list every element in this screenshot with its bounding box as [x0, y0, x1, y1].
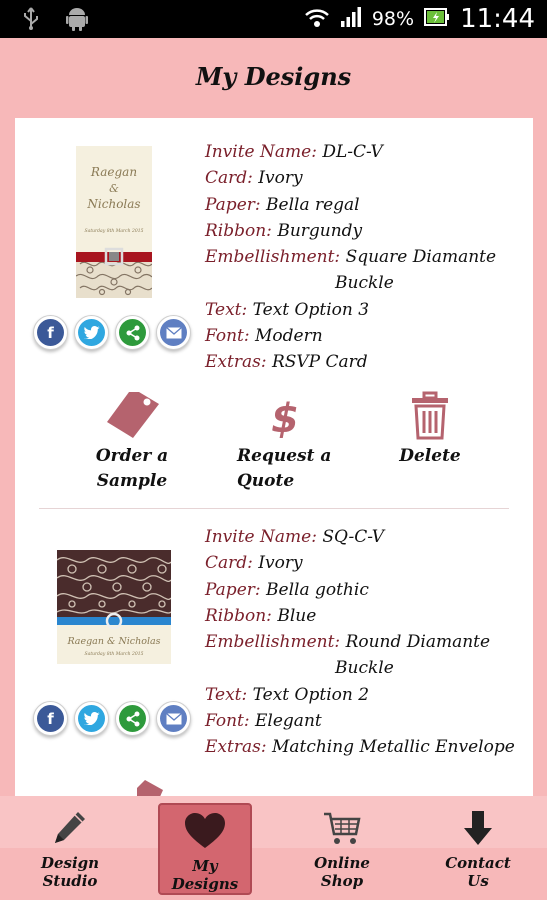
facebook-icon: f: [37, 705, 64, 732]
detail-paper: Paper: Bella regal: [205, 194, 360, 215]
nav-design-studio[interactable]: Design Studio: [24, 802, 116, 894]
detail-ribbon: Ribbon: Burgundy: [205, 220, 363, 241]
clock: 11:44: [460, 4, 535, 34]
invitation-thumbnail[interactable]: [76, 146, 152, 298]
detail-extras: Extras: RSVP Card: [205, 352, 368, 373]
svg-text:$: $: [271, 396, 299, 440]
facebook-share-button[interactable]: [33, 701, 68, 736]
app-header: [0, 38, 547, 118]
nav-contact-us[interactable]: Contact Us: [432, 802, 524, 894]
status-bar: [0, 0, 547, 38]
signal-icon: [340, 6, 362, 32]
thumb-date: Saturday 8th March 2015: [84, 229, 144, 234]
design-actions: [15, 390, 533, 500]
pencil-icon: [50, 808, 90, 848]
detail-embellishment: Embellishment: Round Diamante Buckle: [205, 632, 491, 679]
design-details: [205, 139, 525, 376]
wifi-icon: [304, 6, 330, 32]
detail-font: Font: Elegant: [205, 711, 322, 732]
thumb-names: Raegan & Nicholas: [67, 636, 161, 647]
detail-invite-name: Invite Name: DL-C-V: [205, 142, 383, 162]
twitter-share-button[interactable]: [74, 315, 109, 350]
twitter-icon: [78, 705, 105, 732]
facebook-share-button[interactable]: [33, 315, 68, 350]
share-button[interactable]: [115, 315, 150, 350]
detail-card: Card: Ivory: [205, 168, 303, 189]
divider: [39, 508, 509, 509]
bottom-navigation: [0, 796, 547, 900]
thumb-name-2: &: [109, 182, 119, 195]
tag-icon: [103, 390, 161, 440]
heart-icon: [183, 811, 227, 851]
detail-font: Font: Modern: [205, 326, 323, 347]
delete-button[interactable]: Delete: [385, 390, 475, 469]
detail-ribbon: Ribbon: Blue: [205, 605, 317, 626]
twitter-share-button[interactable]: [74, 701, 109, 736]
detail-text: Text: Text Option 2: [205, 684, 370, 705]
share-icon: [119, 705, 146, 732]
page-title: My Designs: [195, 62, 352, 91]
invitation-thumbnail[interactable]: [57, 550, 171, 664]
thumb-name-1: Raegan: [90, 165, 138, 179]
share-icon: [119, 319, 146, 346]
email-share-button[interactable]: [156, 315, 191, 350]
dollar-icon: [265, 390, 305, 440]
detail-paper: Paper: Bella gothic: [205, 579, 369, 600]
detail-invite-name: Invite Name: SQ-C-V: [205, 527, 385, 547]
request-quote-button[interactable]: $ Request a Quote: [225, 390, 345, 494]
tag-icon: [115, 778, 165, 796]
usb-icon: [22, 7, 40, 35]
battery-percent: 98%: [371, 8, 415, 30]
share-button[interactable]: [115, 701, 150, 736]
shopping-cart-icon: [322, 808, 362, 848]
email-icon: [160, 319, 187, 346]
arrow-down-icon: [458, 808, 498, 848]
twitter-icon: [78, 319, 105, 346]
detail-card: Card: Ivory: [205, 553, 303, 574]
android-icon: [66, 7, 88, 35]
nav-online-shop[interactable]: Online Shop: [296, 802, 388, 894]
order-sample-button[interactable]: Order a Sample: [77, 390, 187, 494]
detail-text: Text: Text Option 3: [205, 299, 370, 320]
detail-extras: Extras: Matching Metallic Envelope: [205, 737, 515, 758]
facebook-icon: f: [37, 319, 64, 346]
email-share-button[interactable]: [156, 701, 191, 736]
trash-icon: [410, 390, 450, 440]
thumb-date: Saturday 8th March 2015: [84, 652, 144, 657]
detail-embellishment: Embellishment: Square Diamante Buckle: [205, 247, 497, 294]
email-icon: [160, 705, 187, 732]
designs-list[interactable]: [15, 118, 533, 796]
share-buttons: [33, 701, 191, 736]
share-buttons: [33, 315, 191, 350]
nav-my-designs[interactable]: My Designs: [158, 803, 252, 895]
battery-icon: [424, 7, 450, 31]
thumb-name-3: Nicholas: [87, 197, 141, 211]
design-details: [205, 524, 525, 761]
